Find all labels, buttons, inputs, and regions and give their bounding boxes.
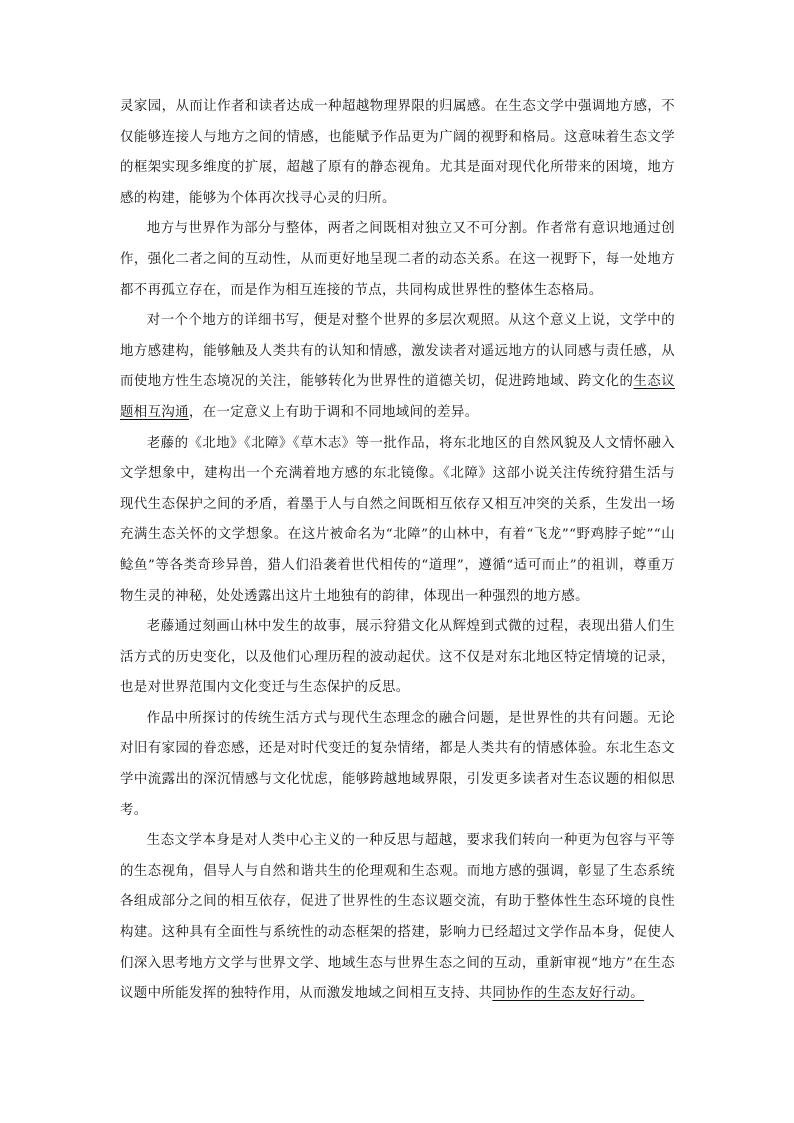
paragraph bbox=[120, 214, 675, 306]
paragraph bbox=[120, 612, 675, 704]
paragraph-text: 生态文学本身是对人类中心主义的一种反思与超越，要求我们转向一种更为包容与平等的生态视角，倡导人与自然和谐共生的伦理观和生态观。而地方感的强调，彰显了生态系统各组成部分之间的相互依存，促进了世界性的生态议题交流，有助于整体性生态环境的良性构建。这种具有全面性与系统性的动态框架的搭建，影响力已经超过文学作品本身，促使人们深入思考地方文学与世界文学、地域生态与世界生态之间的互动，重新审视“地方”在生态议题中所能发挥的独特作用，从而激发地域之间相互支持、共 bbox=[120, 833, 675, 1002]
paragraph-text: 灵家园，从而让作者和读者达成一种超越物理界限的归属感。在生态文学中强调地方感，不仅能够连接人与地方之间的情感，也能赋予作品更为广阔的视野和格局。这意味着生态文学的框架实现多维度的扩展，超越了原有的静态视角。尤其是面对现代化所带来的困境，地方感的构建，能够为个体再次找寻心灵的归所。 bbox=[120, 99, 675, 206]
paragraph-text: 作品中所探讨的传统生活方式与现代生态理念的融合问题，是世界性的共有问题。无论对旧有家园的眷恋感，还是对时代变迁的复杂情绪，都是人类共有的情感体验。东北生态文学中流露出的深沉情感与文化忧虑，能够跨越地域界限，引发更多读者对生态议题的相似思考。 bbox=[120, 710, 675, 818]
paragraph bbox=[120, 429, 675, 613]
paragraph-text: 地方与世界作为部分与整体，两者之间既相对独立又不可分割。作者常有意识地通过创作，强化二者之间的互动性，从而更好地呈现二者的动态关系。在这一视野下，每一处地方都不再孤立存在，而是作为相互连接的节点，共同构成世界性的整体生态格局。 bbox=[120, 221, 675, 298]
paragraph bbox=[120, 826, 675, 1010]
underlined-text: 同协作的生态友好行动。 bbox=[492, 986, 645, 1002]
paragraph-text: 对一个个地方的详细书写，便是对整个世界的多层次观照。从这个意义上说，文学中的地方感建构，能够触及人类共有的认知和情感，激发读者对遥远地方的认同感与责任感，从而使地方性生态境况的关注，能够转化为世界性的道德关切，促进跨地域、跨文化的 bbox=[120, 313, 675, 390]
paragraph-text: 老藤通过刻画山林中发生的故事，展示狩猎文化从辉煌到式微的过程，表现出猎人们生活方式的历史变化，以及他们心理历程的波动起伏。这不仅是对东北地区特定情境的记录，也是对世界范围内文化变迁与生态保护的反思。 bbox=[120, 619, 675, 696]
paragraph-text: ，在一定意义上有助于调和不同地域间的差异。 bbox=[188, 404, 479, 420]
paragraph bbox=[120, 306, 675, 428]
underlined-text: 生态议题相互沟通 bbox=[120, 374, 675, 420]
paragraph-text: 老藤的《北地》《北障》《草木志》等一批作品，将东北地区的自然风貌及人文情怀融入文学想象中，建构出一个充满着地方感的东北镜像。《北障》这部小说关注传统狩猎生活与现代生态保护之间的矛盾，着墨于人与自然之间既相互依存又相互冲突的关系，生发出一场充满生态关怀的文学想象。在这片被命名为“北障”的山林中，有着“飞龙”“野鸡脖子蛇”“山鲶鱼”等各类奇珍异兽，猎人们沿袭着世代相传的“道理”，遵循“适可而止”的祖训，尊重万物生灵的神秘，处处透露出这片土地独有的韵律，体现出一种强烈的地方感。 bbox=[120, 435, 675, 604]
article-body bbox=[120, 92, 675, 1010]
paragraph bbox=[120, 704, 675, 826]
paragraph bbox=[120, 92, 675, 214]
